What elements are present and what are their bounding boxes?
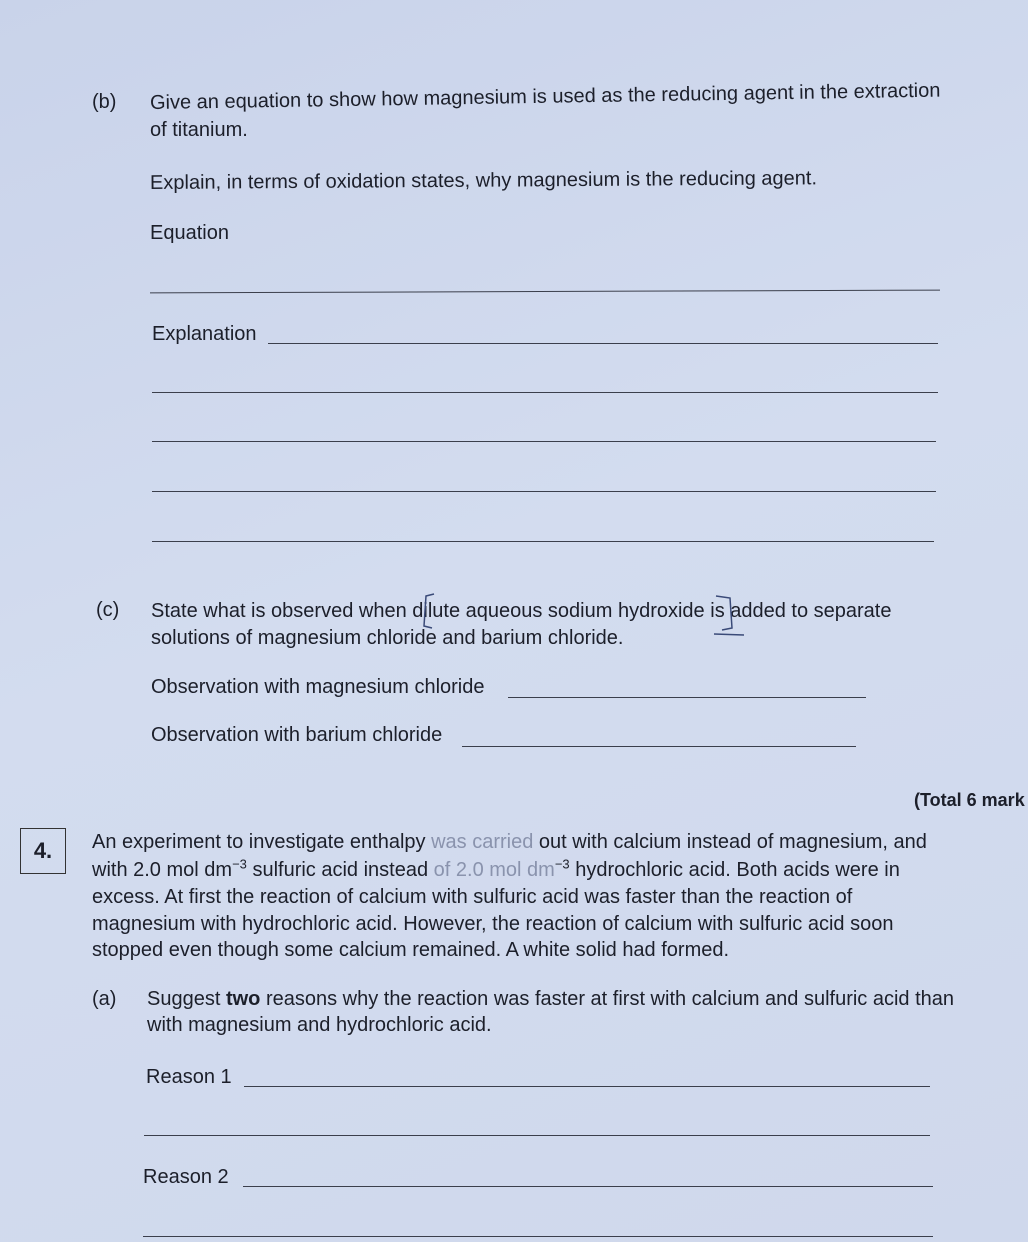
q4-line2-exponent-1: −3 — [232, 856, 247, 872]
part-4a-label: (a) — [92, 988, 117, 1010]
part-c-label: (c) — [96, 599, 120, 621]
explanation-answer-line-3[interactable] — [152, 441, 936, 442]
q4-line1-c: out with calcium instead of magnesium, and — [533, 831, 927, 853]
part-c-text-a: State what is observed when — [151, 600, 413, 622]
reason-2-answer-line-2[interactable] — [143, 1236, 933, 1237]
part-4a-text-b: reasons why the reaction was faster at first with calcium and sulfuric acid than — [260, 988, 955, 1010]
reason-2-answer-line-1[interactable] — [243, 1186, 933, 1187]
q4-line2-b: sulfuric acid instead — [246, 859, 434, 881]
q4-line2 — [92, 857, 900, 883]
q4-line2-d: hydrochloric acid. Both acids were in — [569, 859, 900, 881]
q4-line1 — [92, 829, 927, 855]
observation-magnesium-label: Observation with magnesium chloride — [151, 676, 485, 698]
observation-barium-label: Observation with barium chloride — [151, 724, 443, 746]
explanation-label: Explanation — [152, 323, 257, 345]
part-4a-text-a: Suggest — [147, 988, 226, 1010]
part-4a-text-bold: two — [225, 988, 261, 1010]
observation-barium-answer-line[interactable] — [462, 746, 856, 747]
question-4-number-box — [20, 828, 66, 874]
part-c-prompt-line2: solutions of magnesium chloride and barium chloride. — [151, 627, 624, 649]
equation-answer-line[interactable] — [150, 290, 940, 294]
explanation-answer-line-2[interactable] — [152, 392, 938, 393]
q4-line2-a: with 2.0 mol dm — [92, 859, 233, 881]
q4-line5: stopped even though some calcium remained. A white solid had formed. — [92, 939, 730, 961]
q4-line3: excess. At first the reaction of calcium with sulfuric acid was faster than the reaction of — [92, 886, 853, 908]
part-4a-prompt-line2: with magnesium and hydrochloric acid. — [147, 1014, 492, 1036]
q4-line2-faint: of 2.0 mol dm — [433, 859, 555, 881]
q4-line1-a: An experiment to investigate enthalpy — [92, 831, 432, 853]
part-c-text-c: is added to separate — [704, 600, 892, 622]
handwritten-bracket-marks — [418, 590, 748, 640]
q4-line1-faint: was carried — [431, 831, 534, 853]
part-4a-prompt-line1 — [147, 986, 954, 1012]
question-4-number: 4. — [33, 838, 53, 863]
explanation-answer-line-5[interactable] — [152, 541, 934, 542]
part-b-explain: Explain, in terms of oxidation states, why magnesium is the reducing agent. — [149, 167, 818, 194]
total-marks: (Total 6 mark — [914, 790, 1025, 810]
reason-1-answer-line-1[interactable] — [244, 1086, 930, 1087]
explanation-answer-line-1[interactable] — [268, 343, 938, 344]
q4-line4: magnesium with hydrochloric acid. However, the reaction of calcium with sulfuric acid soon — [92, 913, 894, 935]
part-b-prompt-line2: of titanium. — [150, 119, 248, 141]
equation-label: Equation — [150, 222, 229, 244]
reason-1-answer-line-2[interactable] — [144, 1135, 930, 1136]
part-b-label: (b) — [92, 91, 117, 113]
q4-line2-exponent-2: −3 — [554, 856, 570, 872]
part-c-text-highlight: dilute aqueous sodium hydroxide — [412, 600, 705, 622]
part-b-prompt-line1: Give an equation to show how magnesium is used as the reducing agent in the extraction — [149, 79, 941, 114]
explanation-answer-line-4[interactable] — [152, 491, 936, 492]
reason-2-label: Reason 2 — [143, 1166, 229, 1188]
observation-magnesium-answer-line[interactable] — [508, 697, 866, 698]
reason-1-label: Reason 1 — [146, 1066, 232, 1088]
